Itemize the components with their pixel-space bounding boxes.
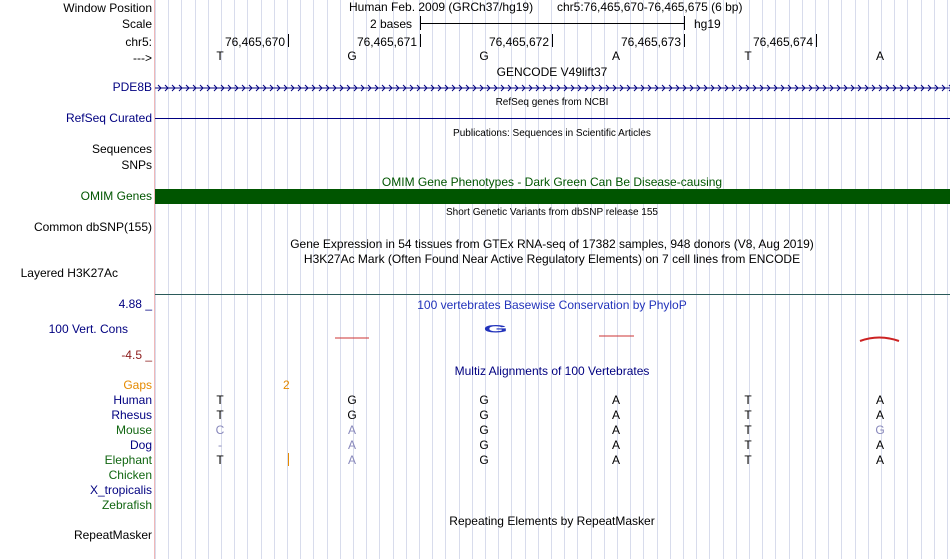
aligned-base: A: [347, 423, 356, 437]
multiz-title: Multiz Alignments of 100 Vertebrates: [454, 364, 650, 378]
scale-label: Scale: [121, 17, 152, 31]
aligned-base: T: [744, 438, 752, 452]
species-label-human[interactable]: Human: [113, 393, 152, 407]
dbsnp-title: Short Genetic Variants from dbSNP release 155: [446, 207, 658, 218]
ruler-base: T: [744, 49, 752, 63]
species-label-mouse[interactable]: Mouse: [115, 423, 152, 437]
aligned-base: A: [611, 408, 620, 422]
h3k27ac-title: H3K27Ac Mark (Often Found Near Active Regulatory Elements) on 7 cell lines from ENCODE: [303, 252, 801, 266]
aligned-base: A: [347, 453, 356, 467]
aligned-base: A: [875, 438, 884, 452]
track-label-dbsnp[interactable]: Common dbSNP(155): [33, 220, 152, 234]
aligned-base: T: [744, 453, 752, 467]
track-label-pde8b[interactable]: PDE8B: [112, 80, 152, 94]
track-label-refseq[interactable]: RefSeq Curated: [65, 111, 152, 125]
phylop-letter-g: G: [483, 322, 508, 335]
h3k27ac-baseline: [155, 294, 950, 295]
refseq-title: RefSeq genes from NCBI: [495, 97, 609, 108]
aligned-base: T: [744, 423, 752, 437]
aligned-base: G: [479, 393, 489, 407]
aligned-base: G: [479, 408, 489, 422]
aligned-base: G: [479, 423, 489, 437]
track-label-gaps[interactable]: Gaps: [123, 378, 152, 392]
gencode-title: GENCODE V49lift37: [496, 65, 608, 79]
pde8b-gene-feature[interactable]: [155, 82, 950, 94]
ruler-position-label: 76,465,673: [620, 35, 681, 49]
browser-image[interactable]: [155, 0, 950, 559]
ruler-base: A: [875, 49, 884, 63]
gap-count: 2: [283, 378, 290, 392]
track-label-sequences[interactable]: Sequences: [91, 142, 152, 156]
ruler-tick: [684, 34, 685, 47]
aligned-base: A: [611, 453, 620, 467]
ruler-tick: [552, 34, 553, 47]
aligned-base: G: [347, 393, 357, 407]
phylop-title: 100 vertebrates Basewise Conservation by PhyloP: [417, 298, 687, 312]
ruler-tick: [288, 34, 289, 47]
refseq-gene-line[interactable]: [155, 118, 950, 119]
phylop-neg-mark-3: [860, 338, 899, 342]
aligned-base: C: [215, 423, 225, 437]
species-label-zebrafish[interactable]: Zebrafish: [101, 498, 152, 512]
species-label-rhesus[interactable]: Rhesus: [111, 408, 152, 422]
track-label-repeatmasker[interactable]: RepeatMasker: [73, 528, 152, 542]
ruler-base: A: [611, 49, 620, 63]
species-label-elephant[interactable]: Elephant: [104, 453, 152, 467]
aligned-base: A: [611, 438, 620, 452]
ruler-tick: [816, 34, 817, 47]
ruler-position-label: 76,465,670: [224, 35, 285, 49]
ruler-position-label: 76,465,671: [356, 35, 417, 49]
aligned-base: T: [216, 453, 224, 467]
scale-db: hg19: [694, 17, 721, 31]
aligned-base: G: [479, 453, 489, 467]
track-label-panel: [0, 0, 154, 559]
species-label-chicken[interactable]: Chicken: [108, 468, 152, 482]
omim-gene-bar[interactable]: [155, 189, 950, 204]
ruler-base: G: [479, 49, 489, 63]
gtex-title: Gene Expression in 54 tissues from GTEx RNA-seq of 17382 samples, 948 donors (V8, Aug 2019): [290, 237, 814, 251]
track-label-omim[interactable]: OMIM Genes: [80, 189, 152, 203]
repeatmasker-title: Repeating Elements by RepeatMasker: [449, 514, 655, 528]
aligned-base: -: [218, 438, 222, 452]
aligned-base: T: [216, 393, 224, 407]
scale-bar-right: [684, 16, 685, 30]
chrom-label: chr5:: [125, 35, 152, 49]
track-label-h3k27ac[interactable]: Layered H3K27Ac: [20, 266, 118, 280]
species-label-x_tropicalis[interactable]: X_tropicalis: [89, 483, 152, 497]
window-position-text: chr5:76,465,670-76,465,675 (6 bp): [557, 0, 743, 14]
publications-title: Publications: Sequences in Scientific Articles: [453, 128, 651, 139]
aligned-base: A: [347, 438, 356, 452]
aligned-base: A: [875, 453, 884, 467]
ruler-position-label: 76,465,674: [752, 35, 813, 49]
track-label-snps[interactable]: SNPs: [121, 158, 152, 172]
cons-min-label: -4.5 _: [121, 348, 152, 362]
species-label-dog[interactable]: Dog: [129, 438, 152, 452]
aligned-base: T: [216, 408, 224, 422]
ruler-position-label: 76,465,672: [488, 35, 549, 49]
ruler-base: G: [347, 49, 357, 63]
aligned-base: T: [744, 393, 752, 407]
elephant-gap-mark: [288, 453, 289, 466]
scale-bar: [420, 23, 685, 24]
cons-max-label: 4.88 _: [118, 297, 152, 311]
aligned-base: A: [875, 408, 884, 422]
aligned-base: G: [875, 423, 885, 437]
omim-title: OMIM Gene Phenotypes - Dark Green Can Be Disease-causing: [381, 175, 723, 189]
aligned-base: A: [611, 423, 620, 437]
aligned-base: A: [611, 393, 620, 407]
aligned-base: T: [744, 408, 752, 422]
track-label-cons[interactable]: 100 Vert. Cons: [48, 322, 128, 336]
aligned-base: G: [347, 408, 357, 422]
phylop-plot[interactable]: [155, 318, 950, 348]
window-position-label: Window Position: [63, 1, 152, 15]
strand-label: --->: [133, 51, 152, 65]
assembly-title: Human Feb. 2009 (GRCh37/hg19): [349, 0, 534, 14]
ruler-tick: [420, 34, 421, 47]
aligned-base: G: [479, 438, 489, 452]
scale-text: 2 bases: [370, 17, 413, 31]
ruler-base: T: [216, 49, 224, 63]
aligned-base: A: [875, 393, 884, 407]
